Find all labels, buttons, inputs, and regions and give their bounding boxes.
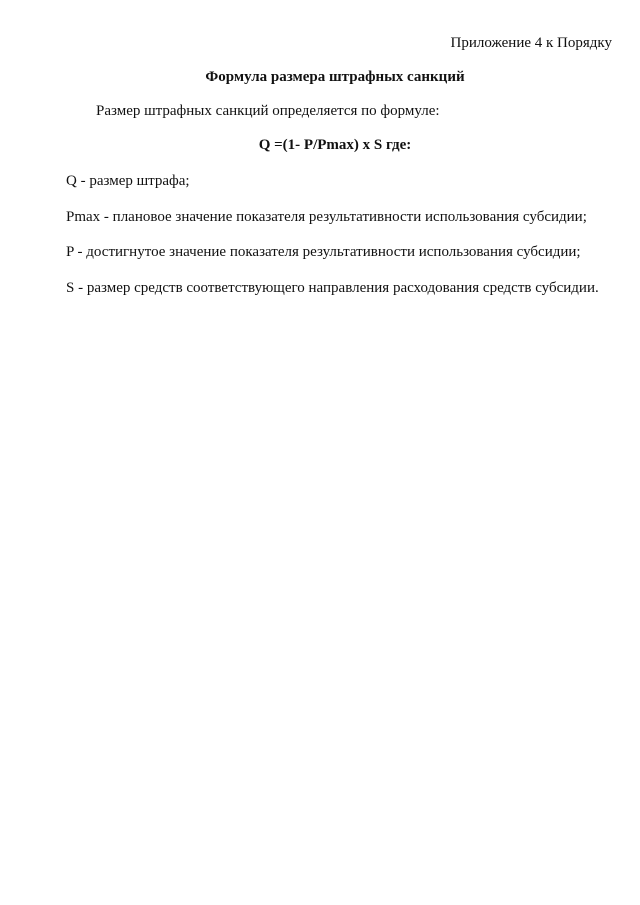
definition-p: P - достигнутое значение показателя результативности использования субсидии;	[66, 244, 581, 260]
penalty-formula: Q =(1- P/Pmax) x S где:	[258, 137, 412, 153]
intro-paragraph: Размер штрафных санкций определяется по формуле:	[96, 103, 440, 119]
definition-pmax: Pmax - плановое значение показателя результативности использования субсидии;	[66, 209, 587, 225]
document-title: Формула размера штрафных санкций	[205, 69, 465, 85]
definition-s: S - размер средств соответствующего направления расходования средств субсидии.	[66, 280, 599, 296]
appendix-label: Приложение 4 к Порядку	[450, 35, 612, 51]
definition-q: Q - размер штрафа;	[66, 173, 190, 189]
